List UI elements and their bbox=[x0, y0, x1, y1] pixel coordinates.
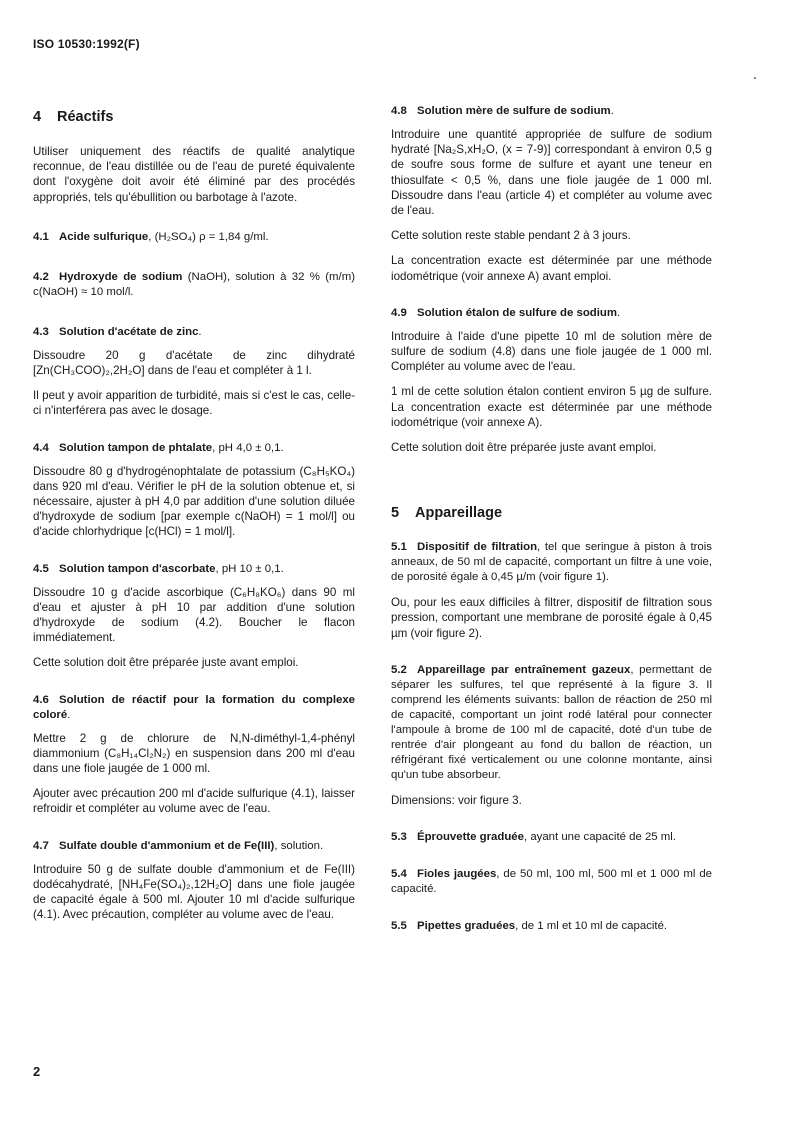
speck bbox=[754, 77, 756, 79]
clause-4-6-para-2: Ajouter avec précaution 200 ml d'acide sulfurique (4.1), laisser refroidir et compléter au volume avec de l'eau. bbox=[33, 787, 355, 816]
clause-4-4: 4.4 Solution tampon de phtalate, pH 4,0 ± 0,1. bbox=[33, 441, 284, 454]
clause-4-6: 4.6 Solution de réactif pour la formation du complexe coloré. bbox=[33, 693, 355, 721]
left-column bbox=[33, 104, 355, 922]
clause-5-2: 5.2 Appareillage par entraînement gazeux, permettant de séparer les sulfures, tel que représenté à la figure 3. Il comprend les éléments suivants: ballon de réaction de 250 ml de capacité, comportant un joint rodé latéral pour connecter l'ampoule à brome de 100 ml de capacité, doté d'un tube de rentrée d'air plongeant au fond du ballon de réaction, un réfrigérant fixé verticalement ou une colonne montante, ainsi qu'un tube absorbeur. bbox=[391, 663, 712, 781]
right-column bbox=[391, 104, 712, 939]
section-4-intro: Utiliser uniquement des réactifs de qualité analytique reconnue, de l'eau distillée ou de l'eau de pureté équivalente dont l'oxygène doit avoir été éliminé par des procédés appropriés, tels qu'ébullition ou barbotage à l'azote. bbox=[33, 145, 355, 204]
clause-4-3-para-1: Dissoudre 20 g d'acétate de zinc dihydraté [Zn(CH₃COO)₂,2H₂O] dans de l'eau et compléter à 1 l. bbox=[33, 348, 355, 378]
clause-4-6-para-1: Mettre 2 g de chlorure de N,N-diméthyl-1,4-phényl diammonium (C₈H₁₄Cl₂N₂) en suspension dans 200 ml d'eau dans une fiole jaugée de 1 000 ml. bbox=[33, 731, 355, 776]
clause-5-4: 5.4 Fioles jaugées, de 50 ml, 100 ml, 500 ml et 1 000 ml de capacité. bbox=[391, 868, 713, 896]
page-number: 2 bbox=[33, 1064, 41, 1079]
clause-4-4-para-1: Dissoudre 80 g d'hydrogénophtalate de potassium (C₈H₅KO₄) dans 920 ml d'eau. Vérifier le pH de la solution obtenue et, si nécessaire, ajuster à pH 4,0 par addition d'une solution diluée d'hydroxyde de sodium [par exemple c(NaOH) = 1 mol/l] ou d'acide chlorhydrique [c(HCl) = 1 mol/l]. bbox=[33, 464, 355, 539]
clause-5-5: 5.5 Pipettes graduées, de 1 ml et 10 ml de capacité. bbox=[391, 920, 668, 933]
clause-4-8-para-3: La concentration exacte est déterminée par une méthode iodométrique (voir annexe A) avant emploi. bbox=[391, 254, 712, 283]
clause-4-8: 4.8 Solution mère de sulfure de sodium. bbox=[391, 105, 614, 117]
clause-4-5: 4.5 Solution tampon d'ascorbate, pH 10 ± 0,1. bbox=[33, 562, 284, 575]
clause-4-3: 4.3 Solution d'acétate de zinc. bbox=[33, 325, 202, 338]
clause-4-9-para-2: 1 ml de cette solution étalon contient environ 5 µg de sulfure. La concentration exacte est déterminée par une méthode iodométrique (voir annexe A). bbox=[391, 385, 712, 429]
clause-4-9: 4.9 Solution étalon de sulfure de sodium. bbox=[391, 306, 621, 319]
clause-4-8-para-2: Cette solution reste stable pendant 2 à 3 jours. bbox=[391, 229, 631, 243]
clause-4-5-para-1: Dissoudre 10 g d'acide ascorbique (C₆H₈KO₆) dans 90 ml d'eau et ajuster à pH 10 par addition d'une solution d'hydroxyde de sodium (4.2). Boucher le flacon immédiatement. bbox=[33, 585, 355, 645]
clause-4-9-para-1: Introduire à l'aide d'une pipette 10 ml de solution mère de sulfure de sodium (4.8) dans une fiole jaugée de 1 000 ml. Compléter au volume avec de l'eau. bbox=[391, 329, 712, 374]
section-5-heading: 5 Appareillage bbox=[391, 505, 503, 522]
clause-5-1-para-2: Ou, pour les eaux difficiles à filtrer, dispositif de filtration sous pression, comportant une membrane de porosité égale à 0,45 µm (voir figure 2). bbox=[391, 596, 712, 640]
clause-5-1: 5.1 Dispositif de filtration, tel que seringue à piston à trois anneaux, de 50 ml de capacité, comportant un filtre à une voie, de porosité égale à 0,45 µ/m (voir figure 1). bbox=[391, 541, 712, 584]
clause-4-5-para-2: Cette solution doit être préparée juste avant emploi. bbox=[33, 656, 299, 670]
document-header: ISO 10530:1992(F) bbox=[33, 37, 140, 51]
clause-5-2-para-2: Dimensions: voir figure 3. bbox=[391, 793, 522, 807]
clause-4-7: 4.7 Sulfate double d'ammonium et de Fe(III), solution. bbox=[33, 839, 324, 852]
clause-4-7-para-1: Introduire 50 g de sulfate double d'ammonium et de Fe(III) dodécahydraté, [NH₄Fe(SO₄)₂,12H₂O] dans une fiole jaugée de capacité égale à 500 ml. Ajouter 10 ml d'acide sulfurique (4.1). Avec précaution, compléter au volume avec de l'eau. bbox=[33, 862, 355, 922]
clause-4-9-para-3: Cette solution doit être préparée juste avant emploi. bbox=[391, 441, 657, 455]
clause-4-8-para-1: Introduire une quantité appropriée de sulfure de sodium hydraté [Na₂S,xH₂O, (x = 7-9)] correspondant à environ 0,5 g de soufre sous forme de sulfure et ayant une teneur en thiosulfate < 0,5 %, dans une fiole jaugée de 1 000 ml. Dissoudre dans l'eau (article 4) et compléter au volume avec de l'eau. bbox=[391, 128, 712, 218]
clause-5-3: 5.3 Éprouvette graduée, ayant une capacité de 25 ml. bbox=[391, 831, 676, 844]
clause-4-3-para-2: Il peut y avoir apparition de turbidité, mais si c'est le cas, celle-ci n'interférera pas avec le dosage. bbox=[33, 389, 355, 418]
clause-4-2: 4.2 Hydroxyde de sodium (NaOH), solution à 32 % (m/m) c(NaOH) ≈ 10 mol/l. bbox=[33, 270, 355, 298]
section-4-heading: 4 Réactifs bbox=[33, 109, 114, 125]
clause-4-1: 4.1 Acide sulfurique, (H₂SO₄) ρ = 1,84 g/ml. bbox=[33, 230, 269, 243]
